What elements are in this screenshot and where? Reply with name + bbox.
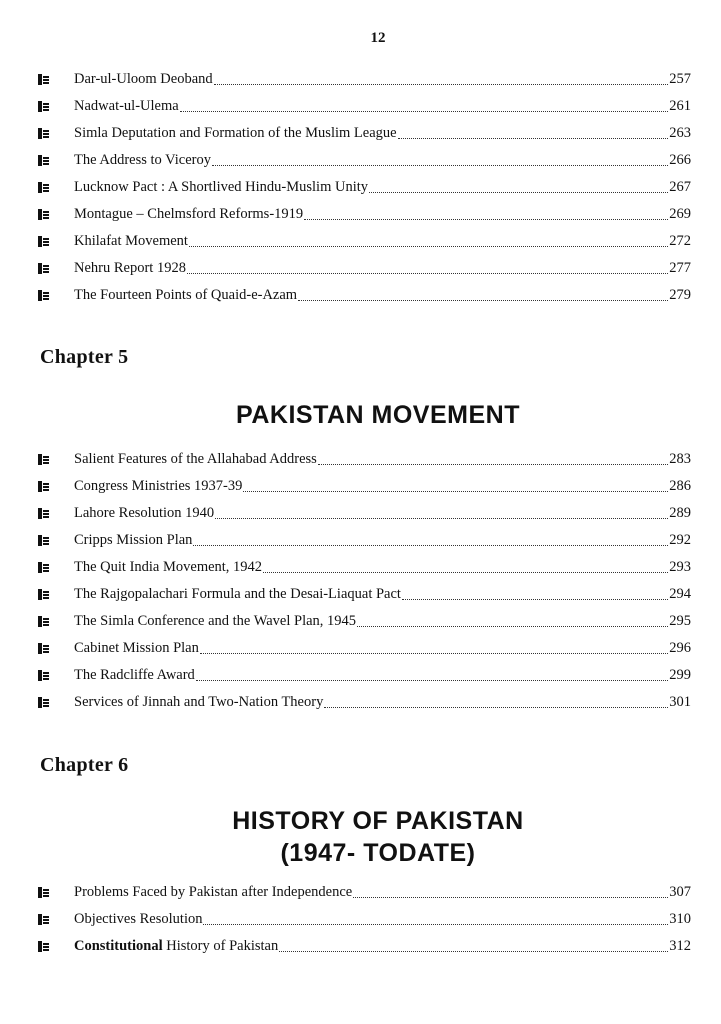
bullet-icon: [38, 128, 49, 139]
bullet-icon: [38, 941, 49, 952]
toc-list-chapter-5: [0, 446, 721, 716]
toc-entry[interactable]: The Fourteen Points of Quaid-e-Azam 279: [0, 282, 721, 309]
bold-word: Constitutional: [74, 938, 163, 954]
page-ref: 292: [669, 532, 691, 548]
bullet-icon: [38, 914, 49, 925]
chapter-5-title: PAKISTAN MOVEMENT: [236, 401, 520, 429]
dot-leader: [298, 299, 668, 301]
page-ref: 299: [669, 667, 691, 683]
dot-leader: [304, 218, 668, 220]
toc-entry[interactable]: Nehru Report 1928 277: [0, 255, 721, 282]
bullet-icon: [38, 263, 49, 274]
page-ref: 310: [669, 911, 691, 927]
dot-leader: [402, 598, 668, 600]
toc-entry[interactable]: Services of Jinnah and Two-Nation Theory 301: [0, 689, 721, 716]
page-ref: 293: [669, 559, 691, 575]
page-ref: 277: [669, 260, 691, 276]
dot-leader: [189, 245, 668, 247]
toc-entry[interactable]: Nadwat-ul-Ulema 261: [0, 93, 721, 120]
dot-leader: [357, 625, 668, 627]
toc-entry[interactable]: Cripps Mission Plan 292: [0, 527, 721, 554]
dot-leader: [318, 463, 668, 465]
bullet-icon: [38, 562, 49, 573]
bullet-icon: [38, 535, 49, 546]
page-number: 12: [370, 30, 386, 46]
dot-leader: [193, 544, 668, 546]
dot-leader: [214, 83, 669, 85]
dot-leader: [212, 164, 668, 166]
bullet-icon: [38, 236, 49, 247]
dot-leader: [180, 110, 669, 112]
chapter-6-label: Chapter 6: [40, 754, 129, 776]
toc-entry[interactable]: The Simla Conference and the Wavel Plan, 1945 295: [0, 608, 721, 635]
page-ref: 295: [669, 613, 691, 629]
bullet-icon: [38, 697, 49, 708]
bullet-icon: [38, 670, 49, 681]
page-ref: 267: [669, 179, 691, 195]
dot-leader: [196, 679, 668, 681]
dot-leader: [398, 137, 669, 139]
page-ref: 307: [669, 884, 691, 900]
bullet-icon: [38, 155, 49, 166]
dot-leader: [369, 191, 668, 193]
page-ref: 279: [669, 287, 691, 303]
toc-entry[interactable]: Problems Faced by Pakistan after Independence 307: [0, 879, 721, 906]
bullet-icon: [38, 481, 49, 492]
toc-list-continued: [0, 66, 721, 309]
chapter-5-label: Chapter 5: [40, 346, 129, 368]
toc-entry[interactable]: Khilafat Movement 272: [0, 228, 721, 255]
toc-entry[interactable]: Montague – Chelmsford Reforms-1919 269: [0, 201, 721, 228]
page-ref: 272: [669, 233, 691, 249]
dot-leader: [200, 652, 668, 654]
toc-entry[interactable]: Lucknow Pact : A Shortlived Hindu-Muslim Unity 267: [0, 174, 721, 201]
page-ref: 257: [669, 71, 691, 87]
toc-entry[interactable]: Objectives Resolution 310: [0, 906, 721, 933]
toc-entry[interactable]: The Radcliffe Award 299: [0, 662, 721, 689]
bullet-icon: [38, 887, 49, 898]
bullet-icon: [38, 616, 49, 627]
bullet-icon: [38, 589, 49, 600]
page-ref: 263: [669, 125, 691, 141]
dot-leader: [203, 923, 668, 925]
dot-leader: [243, 490, 668, 492]
chapter-6-title-line2: (1947- TODATE): [280, 839, 476, 867]
dot-leader: [215, 517, 668, 519]
page-ref: 296: [669, 640, 691, 656]
page-ref: 289: [669, 505, 691, 521]
dot-leader: [279, 950, 668, 952]
toc-entry[interactable]: The Rajgopalachari Formula and the Desai-Liaquat Pact 294: [0, 581, 721, 608]
page-ref: 283: [669, 451, 691, 467]
dot-leader: [263, 571, 668, 573]
bullet-icon: [38, 643, 49, 654]
dot-leader: [324, 706, 668, 708]
toc-entry[interactable]: Lahore Resolution 1940 289: [0, 500, 721, 527]
page-ref: 286: [669, 478, 691, 494]
toc-entry[interactable]: The Quit India Movement, 1942 293: [0, 554, 721, 581]
bullet-icon: [38, 101, 49, 112]
page-ref: 312: [669, 938, 691, 954]
bullet-icon: [38, 182, 49, 193]
bullet-icon: [38, 454, 49, 465]
page-ref: 269: [669, 206, 691, 222]
bullet-icon: [38, 74, 49, 85]
toc-entry[interactable]: Congress Ministries 1937-39 286: [0, 473, 721, 500]
chapter-6-title-line1: HISTORY OF PAKISTAN: [232, 807, 524, 835]
toc-entry[interactable]: Dar-ul-Uloom Deoband 257: [0, 66, 721, 93]
toc-entry[interactable]: Simla Deputation and Formation of the Muslim League 263: [0, 120, 721, 147]
bullet-icon: [38, 290, 49, 301]
page-ref: 301: [669, 694, 691, 710]
toc-entry[interactable]: Constitutional History of Pakistan 312: [0, 933, 721, 960]
dot-leader: [187, 272, 668, 274]
toc-list-chapter-6: [0, 879, 721, 960]
page-ref: 261: [669, 98, 691, 114]
page-ref: 266: [669, 152, 691, 168]
toc-entry[interactable]: The Address to Viceroy 266: [0, 147, 721, 174]
bullet-icon: [38, 209, 49, 220]
toc-entry[interactable]: Cabinet Mission Plan 296: [0, 635, 721, 662]
toc-entry[interactable]: Salient Features of the Allahabad Address 283: [0, 446, 721, 473]
dot-leader: [353, 896, 668, 898]
bullet-icon: [38, 508, 49, 519]
page-ref: 294: [669, 586, 691, 602]
